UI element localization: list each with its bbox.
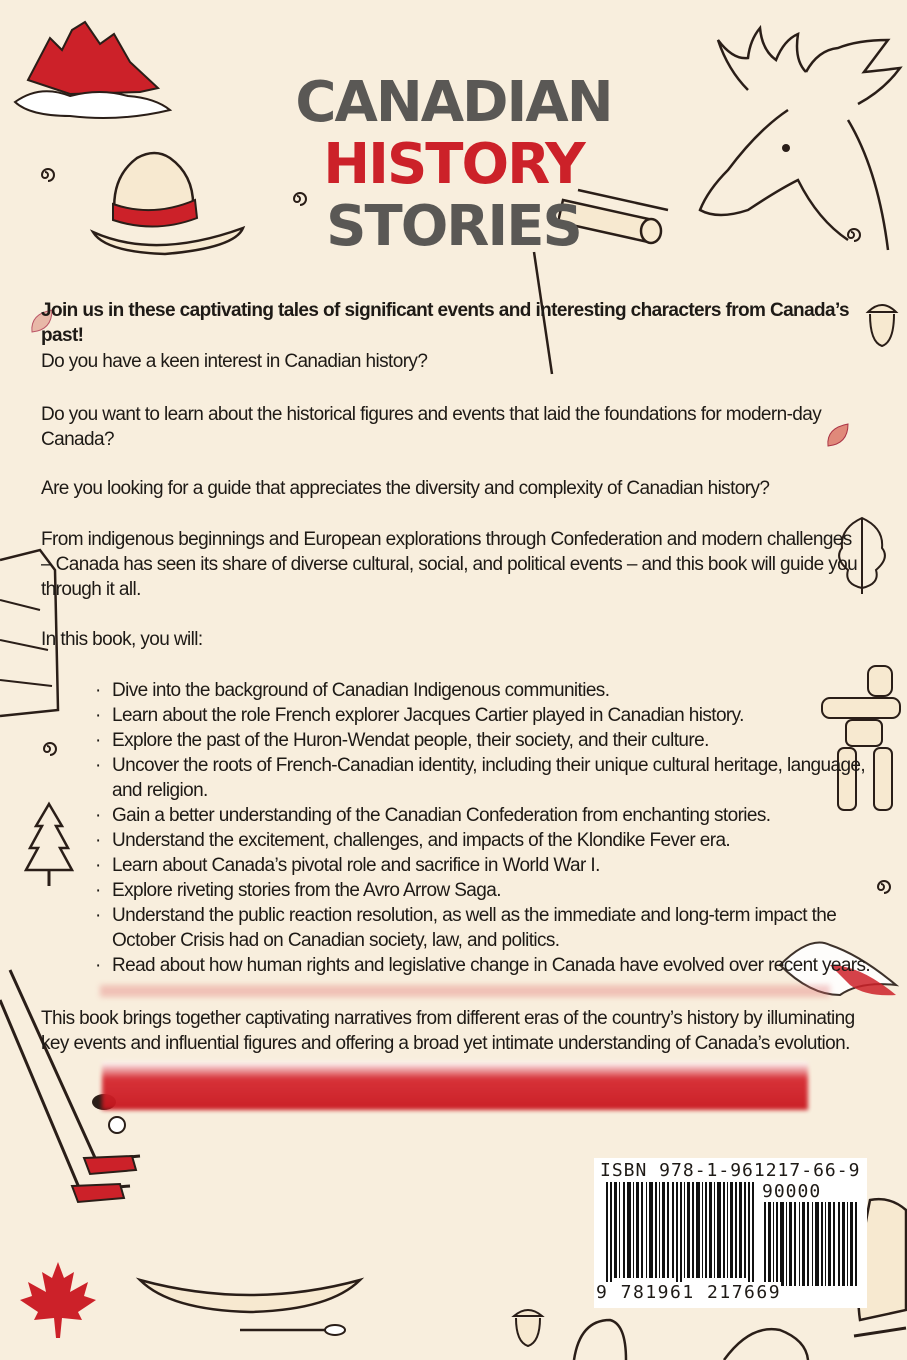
list-item: · Understand the public reaction resolution, as well as the immediate and long-term impact the October Crisis had on Canadian society, law, and politics. xyxy=(95,903,875,953)
price-code: 90000 xyxy=(762,1181,822,1202)
beaver-icon xyxy=(720,1320,810,1360)
book-title xyxy=(0,72,907,258)
question-3: Are you looking for a guide that appreciates the diversity and complexity of Canadian history? xyxy=(41,478,770,499)
price-barcode-icon xyxy=(764,1202,860,1286)
list-item: · Explore riveting stories from the Avro Arrow Saga. xyxy=(95,878,875,903)
list-item: · Dive into the background of Canadian Indigenous communities. xyxy=(95,678,875,703)
acorn-icon xyxy=(862,292,902,352)
question-1: Do you have a keen interest in Canadian history? xyxy=(41,351,428,372)
title-line-history: HISTORY xyxy=(323,132,584,197)
list-item: · Learn about Canada’s pivotal role and sacrifice in World War I. xyxy=(95,853,875,878)
red-banner xyxy=(102,1062,808,1110)
list-item: · Understand the excitement, challenges, and impacts of the Klondike Fever era. xyxy=(95,828,875,853)
faded-stripe xyxy=(100,985,830,997)
question-2: Do you want to learn about the historical figures and events that laid the foundations for modern-day Canada? xyxy=(41,404,822,450)
benefits-list xyxy=(95,678,875,978)
list-item: · Gain a better understanding of the Canadian Confederation from enchanting stories. xyxy=(95,803,875,828)
list-item: · Read about how human rights and legislative change in Canada have evolved over recent years. xyxy=(95,953,875,978)
lead-sentence: Join us in these captivating tales of significant events and interesting characters from Canada’s past! xyxy=(41,300,849,346)
list-item: · Learn about the role French explorer Jacques Cartier played in Canadian history. xyxy=(95,703,875,728)
list-item: · Uncover the roots of French-Canadian identity, including their unique cultural heritage, language, and religion. xyxy=(95,753,875,803)
intro-paragraph: From indigenous beginnings and European explorations through Confederation and modern challenges – Canada has seen its share of diverse cultural, social, and political events – and this book will guide you through it all. xyxy=(41,529,858,600)
barcode-icon xyxy=(606,1182,758,1286)
acorn-icon xyxy=(508,1300,548,1350)
maple-leaf-icon xyxy=(18,1260,98,1340)
beaver-icon xyxy=(570,1310,630,1360)
in-this-book: In this book, you will: xyxy=(41,629,203,650)
isbn-label: ISBN 978-1-961217-66-9 xyxy=(600,1160,861,1181)
title-line-stories: STORIES xyxy=(326,194,581,259)
list-item: · Explore the past of the Huron-Wendat people, their society, and their culture. xyxy=(95,728,875,753)
ean-number: 9 781961 217669 xyxy=(596,1282,782,1303)
pine-tree-icon xyxy=(24,800,74,890)
title-line-canadian: CANADIAN xyxy=(295,70,612,135)
canoe-icon xyxy=(130,1270,370,1360)
closing-paragraph: This book brings together captivating narratives from different eras of the country’s history by illuminating key events and influential figures and offering a broad yet intimate understanding of Canada’s evolution. xyxy=(41,1008,855,1054)
swirl-icon xyxy=(36,738,58,760)
